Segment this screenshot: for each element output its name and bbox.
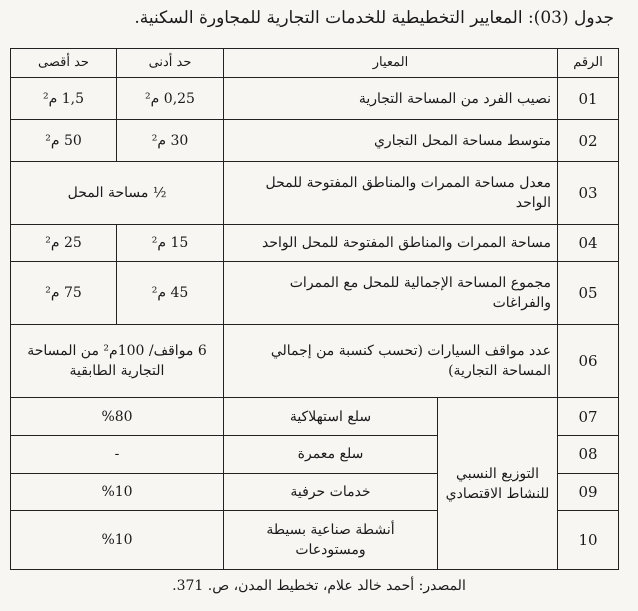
row-min: 0,25 م² <box>117 78 224 120</box>
row-criterion: عدد مواقف السيارات (تحسب كنسبة من إجمالي المساحة التجارية) <box>224 325 558 398</box>
table-row <box>11 161 619 224</box>
row-number: 02 <box>558 120 619 162</box>
row-number: 08 <box>558 436 619 474</box>
row-item-value: %80 <box>11 398 224 436</box>
row-number: 03 <box>558 161 619 224</box>
row-value: 6 مواقف/ 100م² من المساحة التجارية الطابقية <box>11 325 224 398</box>
table-title: جدول (03): المعايير التخطيطية للخدمات التجارية للمجاورة السكنية. <box>134 8 614 28</box>
table-row <box>11 120 619 162</box>
row-criterion: معدل مساحة الممرات والمناطق المفتوحة للمحل الواحد <box>224 161 558 224</box>
row-criterion: متوسط مساحة المحل التجاري <box>224 120 558 162</box>
row-number: 01 <box>558 78 619 120</box>
header-min: حد أدنى <box>117 49 224 78</box>
row-max: 1,5 م² <box>11 78 117 120</box>
row-item-name: خدمات حرفية <box>224 473 438 511</box>
row-max: 50 م² <box>11 120 117 162</box>
row-item-name: سلع استهلاكية <box>224 398 438 436</box>
row-number: 05 <box>558 262 619 325</box>
table-row <box>11 224 619 262</box>
row-max: 25 م² <box>11 224 117 262</box>
row-criterion: مجموع المساحة الإجمالية للمحل مع الممرات والفراغات <box>224 262 558 325</box>
row-min: 45 م² <box>117 262 224 325</box>
row-number: 10 <box>558 511 619 570</box>
row-item-value: %10 <box>11 511 224 570</box>
source-note: المصدر: أحمد خالد علام، تخطيط المدن، ص. 371. <box>172 578 466 594</box>
table-row <box>11 262 619 325</box>
header-criterion: المعيار <box>224 49 558 78</box>
row-criterion: نصيب الفرد من المساحة التجارية <box>224 78 558 120</box>
table-row <box>11 325 619 398</box>
row-min: 15 م² <box>117 224 224 262</box>
row-item-name: أنشطة صناعية بسيطة ومستودعات <box>224 511 438 570</box>
row-min: 30 م² <box>117 120 224 162</box>
group-label: التوزيع النسبي للنشاط الاقتصادي <box>438 398 558 570</box>
row-item-value: %10 <box>11 473 224 511</box>
row-number: 04 <box>558 224 619 262</box>
header-max: حد أقصى <box>11 49 117 78</box>
row-number: 06 <box>558 325 619 398</box>
criteria-table <box>10 48 619 570</box>
table-row <box>11 78 619 120</box>
row-criterion: مساحة الممرات والمناطق المفتوحة للمحل الواحد <box>224 224 558 262</box>
row-item-name: سلع معمرة <box>224 436 438 474</box>
row-number: 09 <box>558 473 619 511</box>
row-item-value: - <box>11 436 224 474</box>
table-row <box>11 398 619 436</box>
header-num: الرقم <box>558 49 619 78</box>
row-value: ½ مساحة المحل <box>11 161 224 224</box>
row-max: 75 م² <box>11 262 117 325</box>
row-number: 07 <box>558 398 619 436</box>
header-row <box>11 49 619 78</box>
